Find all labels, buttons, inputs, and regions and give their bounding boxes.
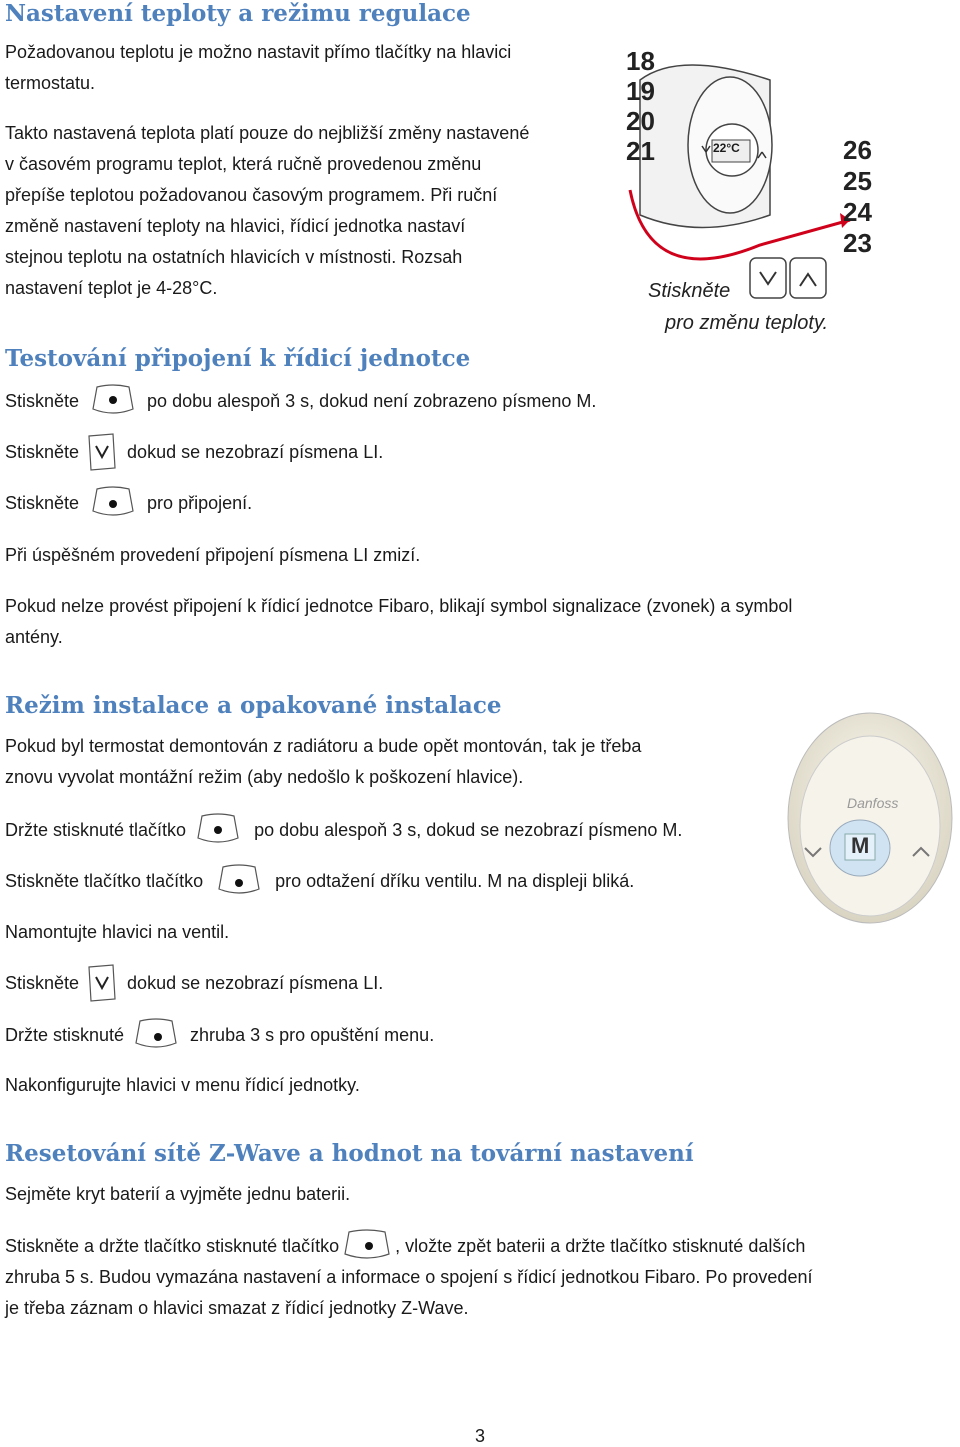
- brand-logo: Danfoss: [847, 795, 899, 811]
- temp-value: 20: [626, 106, 655, 136]
- dot-button-icon: [134, 1017, 178, 1053]
- temp-value: 26: [843, 135, 872, 165]
- step-label: Držte stisknuté tlačítko: [5, 819, 187, 840]
- paragraph-line: Požadovanou teplotu je možno nastavit přímo tlačítky na hlavici: [5, 42, 512, 62]
- paragraph-line: Při úspěšném provedení připojení písmena LI zmizí.: [5, 545, 421, 565]
- step-label: Stiskněte: [5, 972, 80, 993]
- temperature-scale-right: [843, 135, 872, 259]
- temp-value: 25: [843, 166, 872, 196]
- paragraph-line: stejnou teplotu na ostatních hlavicích v místnosti. Rozsah: [5, 247, 463, 267]
- paragraph-line: změně nastavení teploty na hlavici, řídicí jednotka nastaví: [5, 216, 466, 236]
- step-text: zhruba 3 s pro opuštění menu.: [190, 1024, 435, 1045]
- step-label: Držte stisknuté: [5, 1024, 125, 1045]
- reset-text-before: Stiskněte a držte tlačítko stisknuté tlačítko: [5, 1235, 340, 1256]
- step-row: [5, 381, 596, 421]
- temp-value: 21: [626, 136, 655, 166]
- paragraph-line: termostatu.: [5, 73, 96, 93]
- paragraph-line: Takto nastavená teplota platí pouze do nejbližší změny nastavené: [5, 123, 530, 143]
- thermostat-front-drawing: [775, 708, 955, 938]
- temp-value: 18: [626, 46, 655, 76]
- step-text: dokud se nezobrazí písmena LI.: [127, 972, 384, 993]
- thermostat-front-illustration: [775, 708, 955, 938]
- paragraph-line: Pokud nelze provést připojení k řídicí jednotce Fibaro, blikají symbol signalizace (zvonek) a symbol: [5, 596, 793, 616]
- heading-reset-zwave: Resetování sítě Z-Wave a hodnot na tovární nastavení: [5, 1140, 694, 1167]
- paragraph-line: nastavení teplot je 4-28°C.: [5, 278, 218, 298]
- step-label: Stiskněte: [5, 492, 80, 513]
- reset-text-after: , vložte zpět baterii a držte tlačítko stisknuté dalších: [395, 1235, 806, 1256]
- step-text: po dobu alespoň 3 s, dokud se nezobrazí písmeno M.: [254, 819, 683, 840]
- dot-button-icon: [343, 1228, 391, 1264]
- temp-value: 23: [843, 228, 872, 258]
- step-text: pro odtažení dříku ventilu. M na displeji bliká.: [275, 870, 635, 891]
- caption-press: Stiskněte: [648, 280, 731, 302]
- caption-change-temperature: pro změnu teploty.: [665, 312, 829, 334]
- step-text: pro připojení.: [147, 492, 253, 513]
- step-text: dokud se nezobrazí písmena LI.: [127, 441, 384, 462]
- heading-installation-mode: Režim instalace a opakované instalace: [5, 692, 502, 719]
- paragraph-line: Pokud byl termostat demontován z radiátoru a bude opět montován, tak je třeba: [5, 736, 642, 756]
- step-row: [5, 810, 682, 850]
- temp-value: 19: [626, 76, 655, 106]
- heading-temperature-settings: Nastavení teploty a režimu regulace: [5, 0, 471, 27]
- dot-button-icon: [91, 485, 135, 521]
- step-label: Stiskněte: [5, 390, 80, 411]
- display-reading: 22°C: [713, 141, 740, 155]
- step-row: [5, 1015, 434, 1055]
- paragraph-line: Nakonfigurujte hlavici v menu řídicí jednotky.: [5, 1075, 360, 1095]
- thermostat-temperature-illustration: [620, 40, 920, 340]
- down-button-icon: [87, 963, 117, 1003]
- temperature-scale-left: [626, 46, 655, 166]
- reset-instruction-line: [5, 1226, 805, 1266]
- dot-button-icon: [217, 863, 261, 899]
- display-reading: M: [851, 833, 870, 858]
- paragraph-line: Sejměte kryt baterií a vyjměte jednu baterii.: [5, 1184, 351, 1204]
- step-label: Stiskněte: [5, 441, 80, 462]
- dot-button-icon: [91, 383, 135, 419]
- paragraph-line: znovu vyvolat montážní režim (aby nedošlo k poškození hlavice).: [5, 767, 524, 787]
- page-number: 3: [474, 1426, 485, 1446]
- down-button-icon: [87, 432, 117, 472]
- paragraph-line: antény.: [5, 627, 63, 647]
- step-row: [5, 432, 383, 472]
- paragraph-line: Namontujte hlavici na ventil.: [5, 922, 230, 942]
- step-row: [5, 861, 634, 901]
- dot-button-icon: [196, 812, 240, 848]
- step-row: [5, 963, 383, 1003]
- step-label: Stiskněte tlačítko tlačítko: [5, 870, 204, 891]
- paragraph-line: přepíše teplotou požadovanou časovým programem. Při ruční: [5, 185, 498, 205]
- step-row: [5, 483, 252, 523]
- temp-value: 24: [843, 197, 872, 227]
- paragraph-line: v časovém programu teplot, která ručně provedenou změnu: [5, 154, 482, 174]
- paragraph-line: zhruba 5 s. Budou vymazána nastavení a informace o spojení s řídicí jednotkou Fibaro. Po provedení: [5, 1267, 813, 1287]
- paragraph-line: je třeba záznam o hlavici smazat z řídicí jednotky Z-Wave.: [5, 1298, 469, 1318]
- step-text: po dobu alespoň 3 s, dokud není zobrazeno písmeno M.: [147, 390, 597, 411]
- heading-connection-test: Testování připojení k řídicí jednotce: [5, 345, 471, 372]
